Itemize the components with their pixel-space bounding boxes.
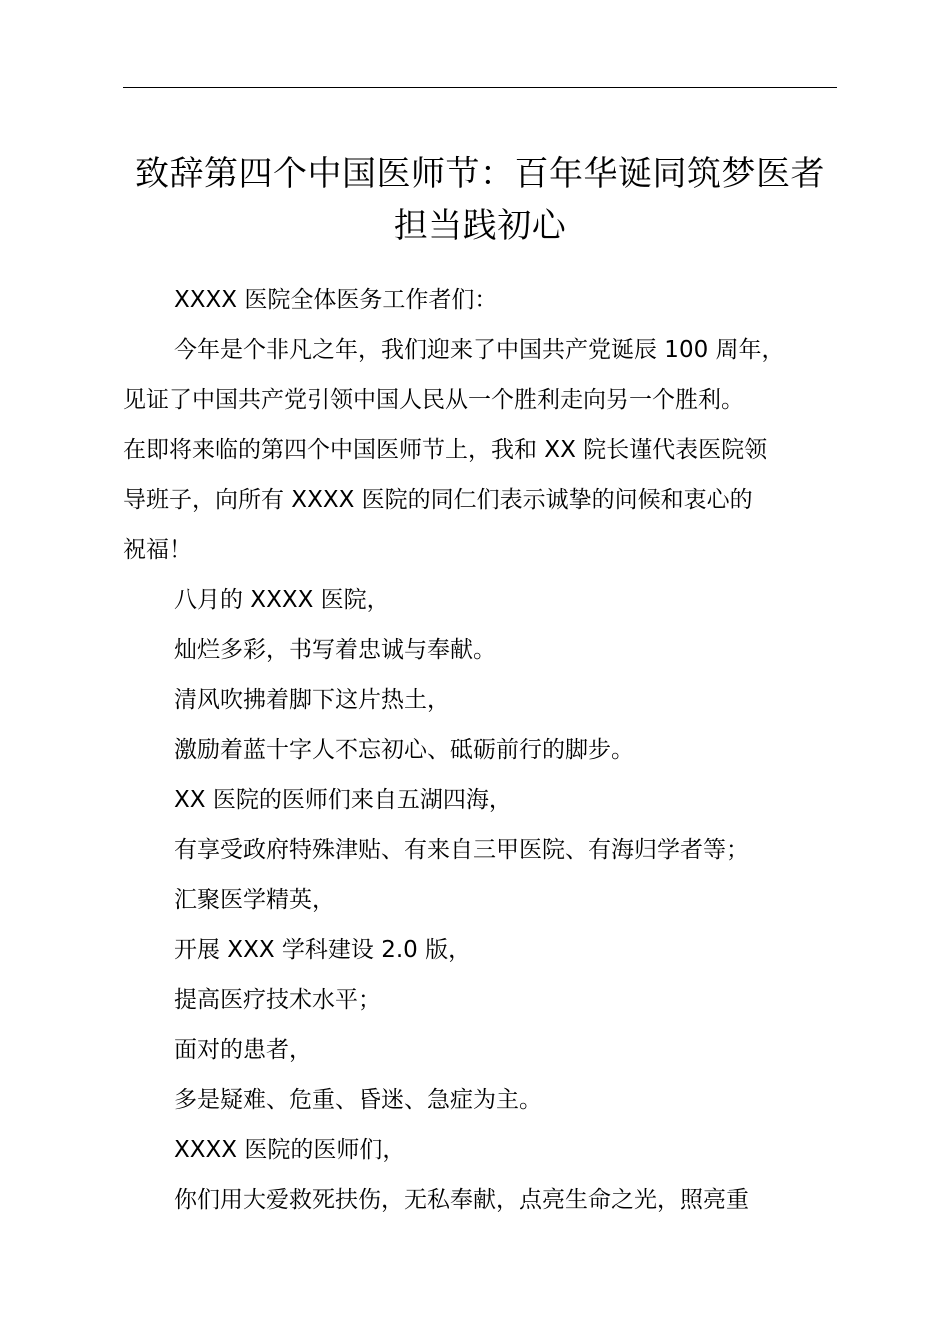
verse-line: 开展 XXX 学科建设 2.0 版， (174, 937, 472, 963)
verse-line: 你们用大爱救死扶伤，无私奉献，点亮生命之光，照亮重 (174, 1187, 749, 1213)
verse-line: 有享受政府特殊津贴、有来自三甲医院、有海归学者等； (174, 837, 749, 863)
verse-line: 多是疑难、危重、昏迷、急症为主。 (174, 1087, 542, 1113)
salutation: XXXX 医院全体医务工作者们： (174, 287, 498, 313)
verse-line: 灿烂多彩，书写着忠诚与奉献。 (174, 637, 496, 663)
verse-line: 八月的 XXXX 医院， (174, 587, 390, 613)
verse-line: 汇聚医学精英， (174, 887, 335, 913)
verse-line: 清风吹拂着脚下这片热土， (174, 687, 450, 713)
intro-paragraph (123, 325, 843, 575)
verse-line: 提高医疗技术水平； (174, 987, 381, 1013)
intro-line: 祝福！ (123, 537, 192, 563)
header-rule (123, 87, 837, 88)
verse-line: XXXX 医院的医师们， (174, 1137, 406, 1163)
verse-line: 激励着蓝十字人不忘初心、砥砺前行的脚步。 (174, 737, 634, 763)
document-title (110, 148, 850, 252)
intro-line: 见证了中国共产党引领中国人民从一个胜利走向另一个胜利。 (123, 387, 744, 413)
document-body (123, 275, 843, 1225)
verse-line: XX 医院的医师们来自五湖四海， (174, 787, 512, 813)
title-line-1: 致辞第四个中国医师节：百年华诞同筑梦医者 (135, 154, 825, 194)
intro-line: 在即将来临的第四个中国医师节上，我和 XX 院长谨代表医院领 (123, 437, 768, 463)
title-line-2: 担当践初心 (393, 206, 567, 246)
intro-line: 导班子，向所有 XXXX 医院的同仁们表示诚挚的问候和衷心的 (123, 487, 753, 513)
verse-line: 面对的患者， (174, 1037, 312, 1063)
intro-line: 今年是个非凡之年，我们迎来了中国共产党诞辰 100 周年， (174, 337, 785, 363)
